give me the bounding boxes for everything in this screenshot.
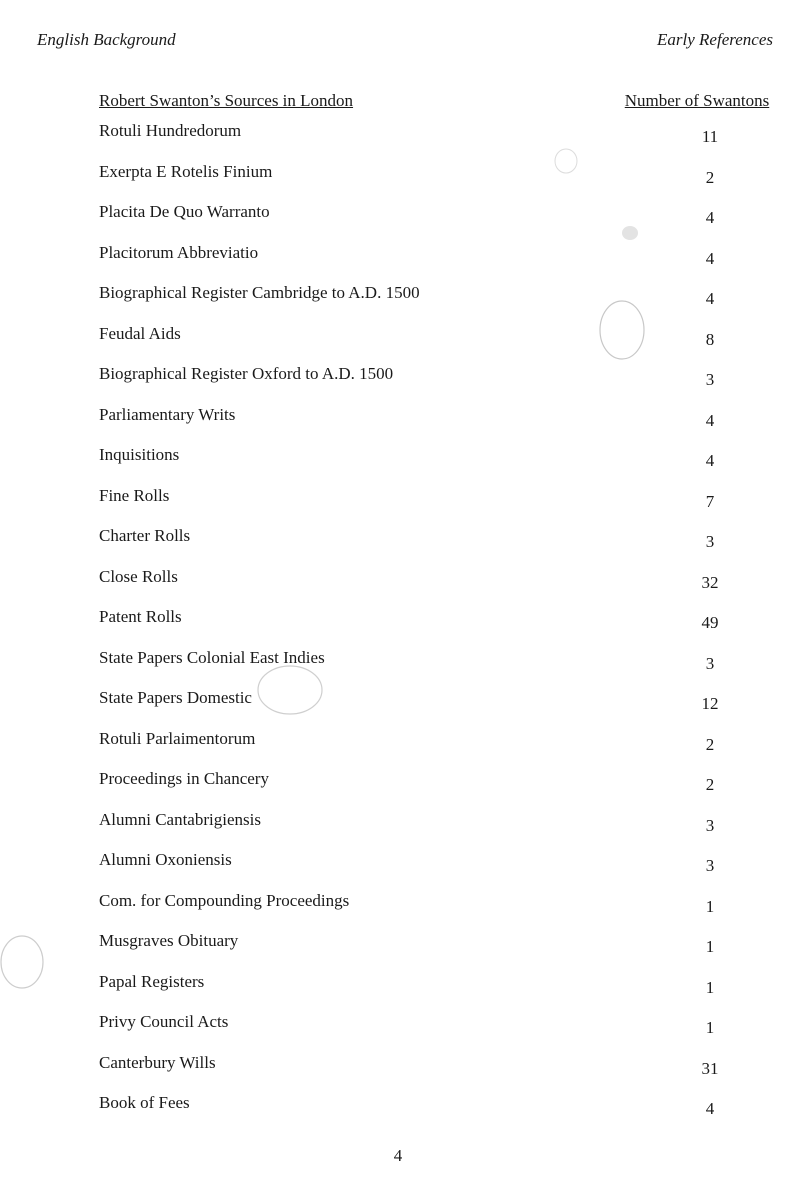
table-row bbox=[0, 243, 800, 284]
swanton-count: 12 bbox=[701, 694, 719, 713]
table-row bbox=[0, 364, 800, 405]
swanton-count: 31 bbox=[701, 1058, 719, 1078]
swanton-count: 3 bbox=[705, 653, 715, 673]
source-name: Rotuli Hundredorum bbox=[99, 121, 242, 140]
source-name: Biographical Register Cambridge to A.D. 1500 bbox=[99, 283, 420, 302]
column-header-source: Robert Swanton’s Sources in London bbox=[99, 91, 354, 110]
table-row bbox=[0, 486, 800, 527]
table-row bbox=[0, 405, 800, 446]
sources-table bbox=[0, 90, 800, 1134]
source-name: Close Rolls bbox=[99, 566, 178, 586]
table-row bbox=[0, 769, 800, 810]
table-row bbox=[0, 324, 800, 365]
table-row bbox=[0, 972, 800, 1013]
swanton-count: 3 bbox=[705, 856, 715, 875]
swanton-count: 11 bbox=[701, 127, 719, 146]
source-name: Musgraves Obituary bbox=[99, 931, 239, 950]
running-header bbox=[0, 30, 800, 52]
swanton-count: 3 bbox=[705, 815, 715, 835]
source-name: State Papers Domestic bbox=[99, 688, 252, 707]
table-row bbox=[0, 891, 800, 932]
source-name: Alumni Cantabrigiensis bbox=[99, 809, 261, 829]
table-row bbox=[0, 850, 800, 891]
swanton-count: 49 bbox=[701, 613, 719, 632]
table-row bbox=[0, 121, 800, 162]
table-body bbox=[0, 121, 800, 1134]
swanton-count: 4 bbox=[705, 410, 715, 430]
table-row bbox=[0, 810, 800, 851]
table-row bbox=[0, 688, 800, 729]
swanton-count: 32 bbox=[701, 572, 719, 592]
table-row bbox=[0, 1053, 800, 1094]
swanton-count: 1 bbox=[705, 896, 715, 916]
swanton-count: 1 bbox=[705, 977, 715, 997]
source-name: Rotuli Parlaimentorum bbox=[99, 728, 256, 748]
swanton-count: 4 bbox=[705, 208, 715, 227]
source-name: Biographical Register Oxford to A.D. 1500 bbox=[99, 364, 394, 383]
column-header-count: Number of Swantons bbox=[624, 91, 770, 110]
table-row bbox=[0, 202, 800, 243]
source-name: Charter Rolls bbox=[99, 526, 191, 545]
table-header-row bbox=[0, 90, 800, 121]
page-number: 4 bbox=[393, 1146, 403, 1165]
source-name: Parliamentary Writs bbox=[99, 404, 236, 424]
source-name: Placitorum Abbreviatio bbox=[99, 242, 259, 262]
swanton-count: 7 bbox=[705, 491, 715, 511]
table-row bbox=[0, 567, 800, 608]
source-name: Exerpta E Rotelis Finium bbox=[99, 161, 273, 181]
table-row bbox=[0, 1093, 800, 1134]
source-name: Patent Rolls bbox=[99, 607, 182, 626]
swanton-count: 4 bbox=[705, 1099, 715, 1118]
source-name: Placita De Quo Warranto bbox=[99, 202, 270, 221]
swanton-count: 8 bbox=[705, 329, 715, 349]
source-name: Alumni Oxoniensis bbox=[99, 850, 232, 869]
source-name: Com. for Compounding Proceedings bbox=[99, 890, 350, 910]
header-left-title: English Background bbox=[37, 30, 176, 49]
source-name: Feudal Aids bbox=[99, 323, 181, 343]
swanton-count: 1 bbox=[705, 937, 715, 956]
table-row bbox=[0, 283, 800, 324]
source-name: Privy Council Acts bbox=[99, 1012, 229, 1031]
header-right-title: Early References bbox=[657, 30, 773, 49]
source-name: Inquisitions bbox=[99, 445, 180, 464]
source-name: Book of Fees bbox=[99, 1093, 190, 1112]
swanton-count: 3 bbox=[705, 370, 715, 389]
table-row bbox=[0, 162, 800, 203]
table-row bbox=[0, 648, 800, 689]
swanton-count: 2 bbox=[705, 734, 715, 754]
table-row bbox=[0, 445, 800, 486]
swanton-count: 4 bbox=[705, 289, 715, 308]
swanton-count: 4 bbox=[705, 451, 715, 470]
source-name: Fine Rolls bbox=[99, 485, 170, 505]
swanton-count: 4 bbox=[705, 248, 715, 268]
source-name: Canterbury Wills bbox=[99, 1052, 216, 1072]
source-name: Proceedings in Chancery bbox=[99, 769, 269, 788]
source-name: Papal Registers bbox=[99, 971, 205, 991]
source-name: State Papers Colonial East Indies bbox=[99, 647, 325, 667]
table-row bbox=[0, 1012, 800, 1053]
swanton-count: 2 bbox=[705, 167, 715, 187]
table-row bbox=[0, 931, 800, 972]
swanton-count: 2 bbox=[705, 775, 715, 794]
table-row bbox=[0, 526, 800, 567]
table-row bbox=[0, 729, 800, 770]
table-row bbox=[0, 607, 800, 648]
swanton-count: 3 bbox=[705, 532, 715, 551]
swanton-count: 1 bbox=[705, 1018, 715, 1037]
